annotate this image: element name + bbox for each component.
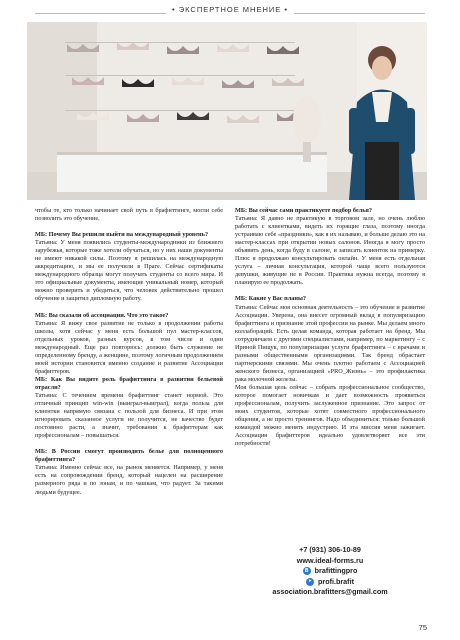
website-link[interactable]: www.ideal-forms.ru [296,555,364,565]
email-row[interactable] [235,587,425,598]
question-role: МБ: Как Вы видите роль брафиттинга в развитии бельевой отрасли? [35,375,223,391]
left-column [35,207,223,497]
question-russia: МБ: В России смогут производить белье для полноценного брафиттинга? [35,448,223,464]
contact-block [235,545,425,598]
answer-international: Татьяна: У меня появились студенты-международники из ближнего зарубежья, которые тоже хотели обучаться, но у них наши документы не имеют никакой силы. Поэтому я решилась на международную аккредитацию, и мы ее получили в Праге. Сейчас сертификаты международного образца могут получать студенты со всего мира. И это официальные документы, имеющие уникальный номер, который можно проверить и убедиться, что человек действительно прошел обучение и защитил дипломную работу. [35,239,223,303]
telegram-handle[interactable]: profi.brafit [318,576,354,586]
question-plans: МБ: Какие у Вас планы? [235,295,306,303]
website-row[interactable] [235,556,425,567]
phone-number: +7 (931) 306-10-89 [299,545,361,554]
answer-association: Татьяна: Я вижу свое развитие не только в продолжении работы школы, хотя сейчас у меня есть большой пул мастер-классов, отдельных уроков, разных курсов, в том числе и один международный. Еще раз повторюсь: должно быть служение не определенному бренду, а женщине, поэтому логичным продолжением моей истории становится именно создание и развитие Ассоциации брафиттеров. [35,319,223,375]
lingerie-store-photo [27,22,427,200]
phone-row [235,545,425,556]
email-link[interactable]: association.brafitters@gmail.com [272,587,388,596]
right-column [235,207,425,448]
article-photo [27,22,427,200]
intro-paragraph: чтобы те, кто только начинает свой путь в брафиттинге, могли себе позволить это обучение. [35,207,223,223]
question-practice: МБ: Вы сейчас сами практикуете подбор белья? [235,207,373,214]
answer-plans-goal: Моя большая цель сейчас – собрать профессиональное сообщество, которое помогает новичкам и дает возможность проявиться профессионалам, получить заслуженное признание. Это запрос от моих студентов, которые хотят совместного профессионального общения, а не просто тренингов. Надо объединиться: только большой командой можно менять индустрию. И эта миссия меня зажигает. Ассоциация брафиттеров идеально удовлетворяет все эти потребности! [235,383,425,448]
telegram-row[interactable] [235,577,425,588]
answer-plans: Татьяна: Сейчас моя основная деятельность – это обучение и развитие Ассоциации. Уверена, она внесет огромный вклад в популяризацию брафиттинга и признание этой профессии на рынке. Мы делаем много коллабораций. Есть целая команда, которая работает на бренд. Мы сотрудничаем с другими специалистами, например, по маркетингу – с Ириной Пищук, по популяризации услуги брафиттинга – с врачами и разными общественными организациями. Так бренд обрастает партнерскими связями. Мы очень плотно работаем с Ассоциацией женского бизнеса, организацией «PRO_Жизнь» – это профилактика рака молочной железы. [235,303,425,383]
question-international: МБ: Почему Вы решили выйти на международный уровень? [35,231,209,239]
section-title: • ЭКСПЕРТНОЕ МНЕНИЕ • [0,5,460,14]
question-association: МБ: Вы сказали об ассоциации. Что это такое? [35,311,169,319]
page-number: 75 [418,623,427,632]
answer-russia: Татьяна: Именно сейчас все, на рынок меняется. Например, у меня есть на сопровождении бренд, который нацелен на расширение размерного ряда и по зонам, и по чашкам, что радует. За такими людьми будущее. [35,464,223,496]
vk-icon [303,567,311,575]
telegram-icon [306,578,314,586]
vk-row[interactable] [235,566,425,577]
answer-role: Татьяна: С течением времени брафиттинг станет нормой. Это отличный принцип win-win (выиграл-выиграл), когда польза для клиентки напрямую связана с пользой для бизнеса. И при этом игнорировать сказанное услуги не получится, не качество будет постоянно расти, а значит, требования к брафиттерам как профессионалам – повышаться. [35,391,223,440]
vk-handle[interactable]: brafittingpro [314,566,358,575]
answer-practice: Татьяна: Я давно не практикую в торговом зале, но очень люблю работать с клиентками, видеть их горящие глаза, поэтому иногда устраиваю себе «праздники», как я их называю, и больше делаю это на мастер-классах при открытии новых салонов. Иногда я могу просто объявить день, когда буду в салоне, и записать клиенток на примерку. Плюс я продолжаю консультировать онлайн. У меня есть отдельная услуга – личная консультация, которой чаще всего пользуются девушки, живущие не в России. Практика нужна всегда, поэтому я планирую ее продолжать. [235,215,425,287]
